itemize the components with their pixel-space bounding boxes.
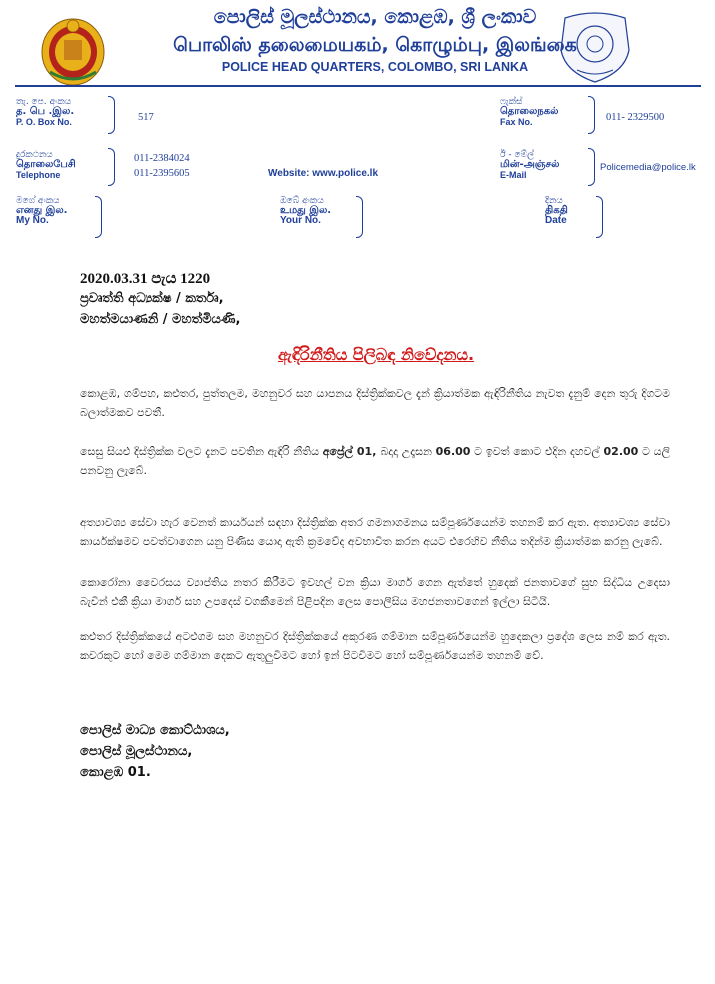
- email-label: ඊ - මේල් மின்-அஞ்சல் E-Mail: [500, 150, 560, 180]
- paragraph-2: සෙසු සියළු දිස්ත්‍රික්ක වලට දැනට පවතින ඇඳිරි නීතිය අප්‍රේල් 01, බදාදා උදෑසන 06.00 ට ඉවත් කොට එදින දහවල් 02.00 ට යලි පනවනු ලැබේ.: [80, 445, 670, 477]
- signature-line-1: පොලිස් මාධ්‍ය කොට්ඨාශය,: [80, 723, 230, 738]
- recipient-line-1: ප්‍රවෘත්ති අධ්‍යක්ෂ / කර්තෘ,: [80, 291, 224, 306]
- date-bracket: [596, 196, 603, 238]
- header-title-tamil: பொலிஸ் தலைமையகம், கொழும்பு, இலங்கை: [173, 34, 577, 56]
- email-bracket: [588, 148, 595, 186]
- your-no-label: ඔබේ අංකය உமது இல. Your No.: [280, 196, 332, 226]
- signature-line-3: කොළඹ 01.: [80, 765, 151, 780]
- paragraph-1: කොළඹ, ගම්පහ, කළුතර, පුත්තලම, මහනුවර සහ යාපනය දිස්ත්‍රික්කවල දැන් ක්‍රියාත්මක ඇඳිරිනීතිය නැවත දැනුම් දෙන තුරු දිගටම බලාත්මකව පවතී.: [80, 387, 670, 419]
- telephone-label: දුරකථනය தொலைபேசி Telephone: [16, 150, 76, 180]
- fax-value: 011- 2329500: [606, 112, 665, 123]
- pobox-bracket: [108, 96, 115, 134]
- notice-title: ඇඳිරිනීතිය පිලිබඳ නිවේදනය.: [278, 345, 475, 364]
- telephone-value-2: 011-2395605: [134, 168, 190, 179]
- recipient-line-2: මහත්මයාණනි / මහත්මියණි,: [80, 312, 241, 327]
- national-emblem: [40, 14, 106, 86]
- date-label: දිනය திகதி Date: [545, 196, 568, 226]
- my-no-bracket: [95, 196, 102, 238]
- paragraph-3: අත්‍යාවශ්‍ය සේවා හැර වෙනත් කාර්යයන් සඳහා දිස්ත්‍රික්ක අතර ගමනාගමනය සම්පූර්ණයෙන්ම තහනම් කර ඇත. අත්‍යාවශ්‍ය සේවා කාර්යක්ෂමව පවත්වාගෙන යනු පිණිස යොදා ඇති ක්‍රමවේද අවභාවිත කරන අයට එරෙහිව නීතිය තදින්ම ක්‍රියාත්මක කරනු ලැබේ.: [80, 516, 670, 548]
- paragraph-4: කොරෝනා වෛරසය ව්‍යාප්තිය නතර කිරීමට ඉවහල් වන ක්‍රියා මාර්ග ගෙන ඇත්තේ හුදෙක් ජනතාවගේ සුභ සිද්ධිය උදෙසා බැවින් එකී ක්‍රියා මාර්ග සහ උපදෙස් වගකීමෙන් පිළිපදින ලෙස පොලීසිය මහජනතාවගෙන් ඉල්ලා සිටියි.: [80, 576, 670, 608]
- letter-date-time: 2020.03.31 පැය 1220: [80, 271, 211, 287]
- telephone-bracket: [108, 148, 115, 186]
- signature-line-2: පොලිස් මූලස්ථානය,: [80, 744, 193, 759]
- fax-bracket: [588, 96, 595, 134]
- fax-label: ෆැක්ස් தொலைநகல் Fax No.: [500, 97, 559, 127]
- header-title-sinhala: පොලිස් මූලස්ථානය, කොළඹ, ශ්‍රී ලංකාව: [213, 6, 537, 28]
- header-divider: [15, 85, 701, 87]
- header-title-english: POLICE HEAD QUARTERS, COLOMBO, SRI LANKA: [221, 60, 529, 74]
- pobox-value: 517: [138, 112, 154, 123]
- your-no-bracket: [356, 196, 363, 238]
- paragraph-5: කළුතර දිස්ත්‍රික්කයේ අටළුගම සහ මහනුවර දිස්ත්‍රික්කයේ අකුරණ ගම්මාන සම්පූර්ණයෙන්ම හුදෙකලා ප්‍රදේශ ලෙස නම් කර ඇත. කවරකුට හෝ මෙම ගම්මාන දෙකට ඇතුලුවීමට හෝ ඉන් පිටවීමට හෝ සම්පූර්ණයෙන්ම තහනම් වේ.: [80, 630, 670, 662]
- telephone-value-1: 011-2384024: [134, 153, 190, 164]
- my-no-label: මගේ අංකය எனது இல. My No.: [16, 196, 68, 226]
- website-link[interactable]: Website: www.police.lk: [268, 168, 379, 179]
- pobox-label: තැ. පෙ. අංකය த. பெ .இல. P. O. Box No.: [16, 97, 75, 127]
- email-value[interactable]: Policemedia@police.lk: [600, 162, 696, 173]
